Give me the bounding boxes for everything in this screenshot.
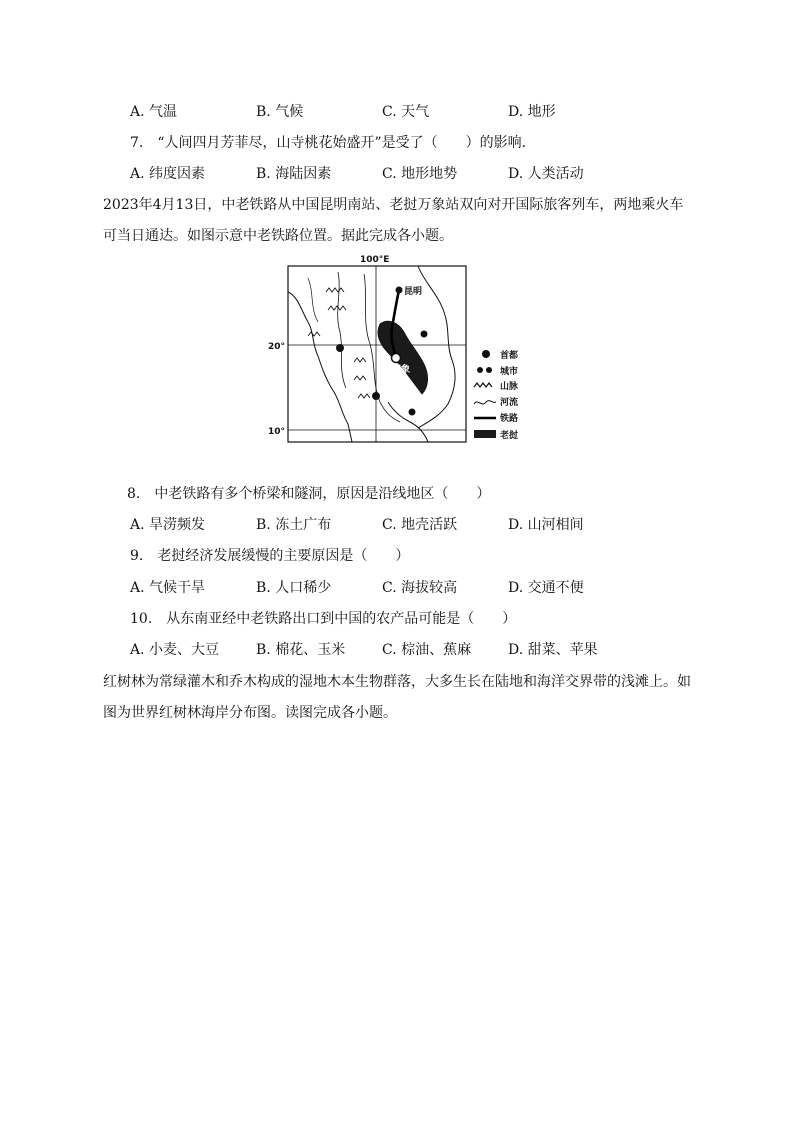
legend-city-symbol-1 xyxy=(477,367,483,373)
q7-option-b: B. 海陆因素 xyxy=(256,166,332,182)
legend-river-label: 河流 xyxy=(500,398,519,408)
lat-label-20: 20° xyxy=(268,342,286,352)
lat-label-10: 10° xyxy=(268,427,286,437)
passage1-line1: 2023年4月13日，中老铁路从中国昆明南站、老挝万象站双向对开国际旅客列车，两地乘火车 xyxy=(103,197,684,213)
q6-option-c: C. 天气 xyxy=(382,104,430,120)
q6-option-a: A. 气温 xyxy=(130,104,178,120)
legend-laos-label: 老挝 xyxy=(500,431,519,441)
passage2-line2: 图为世界红树林海岸分布图。读图完成各小题。 xyxy=(103,705,397,721)
q6-option-d: D. 地形 xyxy=(508,104,556,120)
q9-option-c: C. 海拔较高 xyxy=(382,580,458,596)
capital-vientiane xyxy=(392,354,401,363)
capital-dot-2 xyxy=(372,392,380,400)
q10-stem: 10. 从东南亚经中老铁路出口到中国的农产品可能是（ ） xyxy=(130,611,517,627)
q10-option-c: C. 棕油、蕉麻 xyxy=(382,642,472,658)
map-frame xyxy=(288,266,466,442)
legend-mountain-symbol xyxy=(474,383,492,387)
city-kunming xyxy=(396,287,403,294)
q7-option-c: C. 地形地势 xyxy=(382,166,458,182)
legend-city-label: 城市 xyxy=(500,367,519,377)
q8-option-d: D. 山河相间 xyxy=(508,517,584,533)
q9-option-a: A. 气候干旱 xyxy=(130,580,206,596)
legend-river-symbol xyxy=(474,401,496,404)
q8-option-b: B. 冻土广布 xyxy=(256,517,332,533)
q6-option-b: B. 气候 xyxy=(256,104,304,120)
passage2-line1: 红树林为常绿灌木和乔木构成的湿地木本生物群落，大多生长在陆地和海洋交界带的浅滩上。如 xyxy=(103,674,691,690)
q10-option-d: D. 甜菜、苹果 xyxy=(508,642,598,658)
q10-option-b: B. 棉花、玉米 xyxy=(256,642,346,658)
kunming-label: 昆明 xyxy=(404,287,423,297)
q9-option-d: D. 交通不便 xyxy=(508,580,584,596)
city-dot-1 xyxy=(421,331,428,338)
q7-stem: 7. “人间四月芳菲尽，山寺桃花始盛开”是受了（ ）的影响． xyxy=(130,135,536,151)
legend-laos-symbol xyxy=(474,430,496,438)
q10-option-a: A. 小麦、大豆 xyxy=(130,642,220,658)
vientiane-label: 万象 xyxy=(392,365,411,375)
q9-stem: 9. 老挝经济发展缓慢的主要原因是（ ） xyxy=(130,548,410,564)
capital-dot-1 xyxy=(336,344,344,352)
q8-option-a: A. 旱涝频发 xyxy=(130,517,206,533)
q8-stem: 8. 中老铁路有多个桥梁和隧洞，原因是沿线地区（ ） xyxy=(127,486,491,502)
city-dot-2 xyxy=(409,409,416,416)
q7-option-a: A. 纬度因素 xyxy=(130,166,206,182)
legend-capital-label: 首都 xyxy=(500,351,519,361)
legend-capital-symbol xyxy=(482,350,490,358)
passage1-line2: 可当日通达。如图示意中老铁路位置。据此完成各小题。 xyxy=(103,228,453,244)
legend-mountain-label: 山脉 xyxy=(500,382,519,392)
q8-option-c: C. 地壳活跃 xyxy=(382,517,458,533)
q9-option-b: B. 人口稀少 xyxy=(256,580,332,596)
laos-railway-map xyxy=(268,252,532,448)
legend-railway-label: 铁路 xyxy=(500,414,519,424)
map-legend xyxy=(474,349,519,441)
legend-city-symbol-2 xyxy=(486,367,492,373)
lon-label: 100°E xyxy=(360,255,390,265)
q7-option-d: D. 人类活动 xyxy=(508,166,584,182)
